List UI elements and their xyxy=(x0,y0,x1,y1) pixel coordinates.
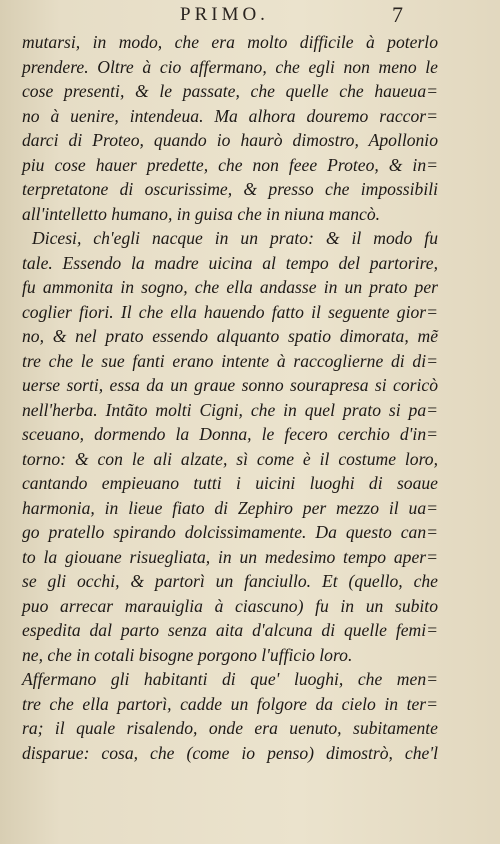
text-line: fu ammonita in sogno, che ella andasse in un prato per xyxy=(22,277,438,297)
text-line: torno: & con le ali alzate, sì come è il costume loro, xyxy=(22,448,438,469)
text-line: prendere. Oltre à cio affermano, che egli non meno le xyxy=(22,56,438,77)
text-line: darci di Proteo, quando io haurò dimostro, Apollonio xyxy=(22,130,438,150)
text-line: cantando empieuano tutti i uicini luoghi di soaue xyxy=(22,473,438,493)
page-number: 7 xyxy=(392,2,403,27)
text-line: uerse sorti, essa da un graue sonno sourapresa si coricò xyxy=(22,375,438,395)
text-line: no à uenire, intendeua. Ma alhora douremo raccor= xyxy=(22,105,438,126)
text-line: mutarsi, in modo, che era molto difficile à poterlo xyxy=(22,32,438,52)
text-line: no, & nel prato essendo alquanto spatio dimorata, mẽ xyxy=(22,326,438,346)
text-line: piu cose hauer predette, che non feee Proteo, & in= xyxy=(22,154,438,175)
text-line: cose presenti, & le passate, che quelle che haueua= xyxy=(22,81,438,101)
text-line: ne, che in cotali bisogne porgono l'ufficio loro. xyxy=(22,644,353,665)
text-line: to la giouane risuegliata, in un medesimo tempo aper= xyxy=(22,546,438,567)
text-line: nell'herba. Intãto molti Cigni, che in quel prato si pa= xyxy=(22,399,438,420)
text-line: disparue: cosa, che (come io penso) dimostrò, che'l xyxy=(22,742,438,763)
text-line: tale. Essendo la madre uicina al tempo del partorire, xyxy=(22,252,438,273)
text-line: all'intelletto humano, in guisa che in niuna mancò. xyxy=(22,203,381,224)
text-line: harmonia, in lieue fiato di Zephiro per mezzo il ua= xyxy=(22,497,438,518)
text-line: tre che ella partorì, cadde un folgore da cielo in ter= xyxy=(22,693,438,714)
text-line: go pratello spirando dolcissimamente. Da questo can= xyxy=(22,522,438,542)
text-line: espedita dal parto senza aita d'alcuna di quelle femi= xyxy=(22,620,438,640)
body-text xyxy=(22,30,438,765)
page-header xyxy=(0,2,500,28)
text-line: coglier fiori. Il che ella hauendo fatto il seguente gior= xyxy=(22,301,438,322)
text-line: se gli occhi, & partorì un fanciullo. Et (quello, che xyxy=(22,571,438,591)
text-line: sceuano, dormendo la Donna, le fecero cerchio d'in= xyxy=(22,424,438,444)
text-line: ra; il quale risalendo, onde era uenuto, subitamente xyxy=(22,718,438,738)
running-title: PRIMO. xyxy=(180,4,269,25)
text-line: terpretatone di oscurissime, & presso che impossibili xyxy=(22,179,438,199)
text-line: Dicesi, ch'egli nacque in un prato: & il modo fu xyxy=(32,228,438,248)
text-line: tre che le sue fanti erano intente à raccoglierne di di= xyxy=(22,350,438,371)
text-line: Affermano gli habitanti di que' luoghi, che men= xyxy=(22,669,438,689)
text-line: puo arrecar marauiglia à ciascuno) fu in un subito xyxy=(22,595,438,616)
